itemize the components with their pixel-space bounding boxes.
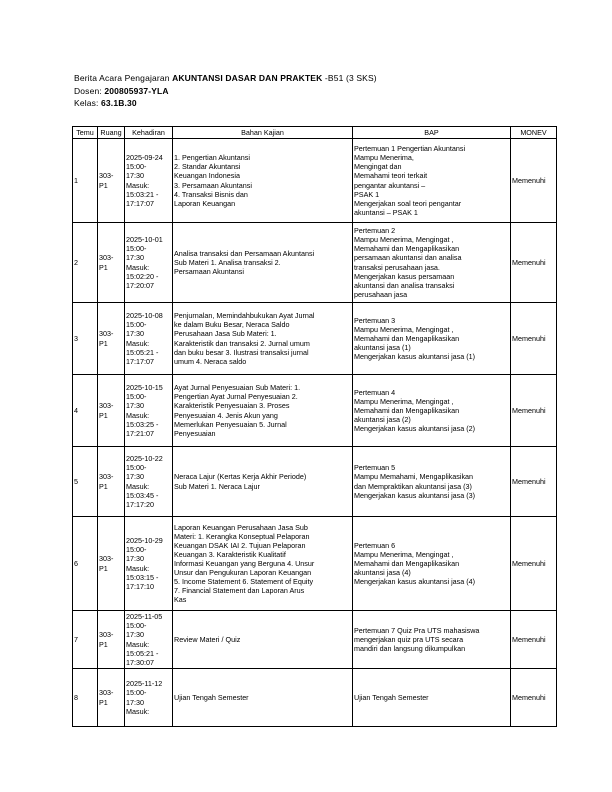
table-row bbox=[73, 375, 557, 447]
cell-temu bbox=[73, 611, 98, 669]
cell-kehadiran-line: 15:02:20 - bbox=[126, 271, 159, 281]
cell-bahan-kajian-line: Karakteristik dan transaksi 2. Jurnal umum bbox=[174, 338, 310, 348]
cell-bahan-kajian bbox=[173, 669, 353, 727]
cell-ruang bbox=[98, 669, 125, 727]
cell-kehadiran-line: 15:00- bbox=[126, 688, 147, 698]
dosen-label: Dosen: bbox=[74, 85, 105, 96]
cell-bap-line: Mengerjakan soal teori pengantar bbox=[354, 198, 462, 208]
cell-kehadiran-line: 17:17:07 bbox=[126, 356, 154, 366]
cell-kehadiran bbox=[125, 669, 173, 727]
table-row bbox=[73, 223, 557, 303]
cell-monev-text: Memenuhi bbox=[512, 634, 546, 644]
bap-table bbox=[72, 126, 557, 727]
cell-monev-text: Memenuhi bbox=[512, 476, 546, 486]
cell-bap-line: akuntansi jasa (4) bbox=[354, 568, 411, 578]
cell-kehadiran-line: 17:30:07 bbox=[126, 657, 154, 667]
cell-bap bbox=[353, 375, 511, 447]
cell-kehadiran-line: 17:17:20 bbox=[126, 499, 154, 509]
cell-ruang-line: P1 bbox=[99, 262, 108, 272]
cell-kehadiran-line: 15:03:21 - bbox=[126, 189, 159, 199]
cell-ruang bbox=[98, 375, 125, 447]
table-row bbox=[73, 303, 557, 375]
cell-monev-text: Memenuhi bbox=[512, 692, 546, 702]
cell-kehadiran-line: 15:05:21 - bbox=[126, 648, 159, 658]
cell-kehadiran-line: 17:30 bbox=[126, 401, 144, 411]
cell-kehadiran-line: Masuk: bbox=[126, 706, 150, 716]
cell-bap-line: Pertemuan 3 bbox=[354, 315, 396, 325]
cell-bahan-kajian-line: 2. Standar Akuntansi bbox=[174, 162, 241, 172]
cell-temu bbox=[73, 139, 98, 223]
cell-temu bbox=[73, 223, 98, 303]
cell-kehadiran-line: 15:00- bbox=[126, 463, 147, 473]
cell-ruang-line: P1 bbox=[99, 563, 108, 573]
cell-kehadiran-line: 17:21:07 bbox=[126, 428, 154, 438]
cell-ruang bbox=[98, 223, 125, 303]
cell-bap-line: Memahami dan Mengaplikasikan bbox=[354, 558, 460, 568]
cell-kehadiran bbox=[125, 611, 173, 669]
cell-kehadiran-line: Masuk: bbox=[126, 563, 150, 573]
cell-monev bbox=[511, 223, 557, 303]
table-row bbox=[73, 517, 557, 611]
table-row bbox=[73, 611, 557, 669]
cell-kehadiran-line: 17:20:07 bbox=[126, 280, 154, 290]
cell-kehadiran bbox=[125, 517, 173, 611]
cell-ruang-line: 303- bbox=[99, 401, 114, 411]
cell-temu bbox=[73, 517, 98, 611]
cell-bap-line: akuntansi – PSAK 1 bbox=[354, 207, 418, 217]
cell-kehadiran-line: Masuk: bbox=[126, 639, 150, 649]
cell-kehadiran-line: 17:30 bbox=[126, 329, 144, 339]
cell-kehadiran-line: 17:30 bbox=[126, 630, 144, 640]
cell-bahan-kajian-line: Persamaan Akuntansi bbox=[174, 267, 244, 277]
cell-bahan-kajian-line: Sub Materi 1. Neraca Lajur bbox=[174, 481, 260, 491]
col-header-monev: MONEV bbox=[511, 127, 557, 139]
cell-bahan-kajian-line: Ayat Jurnal Penyesuaian Sub Materi: 1. bbox=[174, 383, 301, 393]
cell-ruang-line: P1 bbox=[99, 481, 108, 491]
kelas-line bbox=[74, 97, 377, 110]
cell-bap-line: dan Mempraktikan akuntansi jasa (3) bbox=[354, 481, 472, 491]
col-header-kehadiran: Kehadiran bbox=[125, 127, 173, 139]
cell-bahan-kajian-line: Laporan Keuangan Perusahaan Jasa Sub bbox=[174, 522, 308, 532]
cell-temu bbox=[73, 447, 98, 517]
cell-bap-line: Pertemuan 7 Quiz Pra UTS mahasiswa bbox=[354, 625, 480, 635]
cell-kehadiran-line: Masuk: bbox=[126, 481, 150, 491]
cell-bahan-kajian-line: Review Materi / Quiz bbox=[174, 634, 241, 644]
cell-kehadiran-line: 15:05:21 - bbox=[126, 347, 159, 357]
cell-bahan-kajian bbox=[173, 517, 353, 611]
cell-bahan-kajian bbox=[173, 375, 353, 447]
cell-bahan-kajian bbox=[173, 447, 353, 517]
kelas-label: Kelas: bbox=[74, 98, 102, 109]
table-header-row bbox=[73, 127, 557, 139]
cell-bahan-kajian-line: 5. Income Statement 6. Statement of Equity bbox=[174, 577, 314, 587]
cell-kehadiran-line: 2025-09-24 bbox=[126, 153, 163, 163]
cell-ruang bbox=[98, 517, 125, 611]
cell-temu-text: 7 bbox=[74, 634, 78, 644]
cell-kehadiran-line: 2025-11-05 bbox=[126, 612, 163, 622]
cell-bahan-kajian-line: Keuangan Indonesia bbox=[174, 171, 240, 181]
cell-bap-line: Pertemuan 4 bbox=[354, 387, 396, 397]
cell-kehadiran-line: 17:30 bbox=[126, 697, 144, 707]
cell-bap-line: Pertemuan 1 Pengertian Akuntansi bbox=[354, 144, 466, 154]
title-prefix: Berita Acara Pengajaran bbox=[74, 73, 173, 83]
cell-bap-line: Mengerjakan kasus akuntansi jasa (3) bbox=[354, 490, 476, 500]
cell-bap-line: Mampu Menerima, Mengingat , bbox=[354, 396, 454, 406]
cell-bahan-kajian-line: 3. Persamaan Akuntansi bbox=[174, 180, 252, 190]
cell-bap-line: Memahami dan Mengaplikasikan bbox=[354, 244, 460, 254]
cell-temu-text: 8 bbox=[74, 692, 78, 702]
cell-kehadiran-line: 2025-10-08 bbox=[126, 311, 163, 321]
cell-monev bbox=[511, 375, 557, 447]
cell-ruang-line: P1 bbox=[99, 639, 108, 649]
col-header-bap: BAP bbox=[353, 127, 511, 139]
cell-bahan-kajian-line: Laporan Keuangan bbox=[174, 198, 236, 208]
cell-bap-line: Mengerjakan kasus akuntansi jasa (2) bbox=[354, 424, 476, 434]
cell-bahan-kajian-line: Materi: 1. Kerangka Konseptual Pelaporan bbox=[174, 531, 310, 541]
cell-bahan-kajian-line: Pengertian Ayat Jurnal Penyesuaian 2. bbox=[174, 392, 298, 402]
cell-kehadiran-line: 17:17:10 bbox=[126, 581, 154, 591]
col-header-ruang: Ruang bbox=[98, 127, 125, 139]
cell-bahan-kajian-line: Analisa transaksi dan Persamaan Akuntansi bbox=[174, 248, 315, 258]
cell-bap bbox=[353, 303, 511, 375]
cell-kehadiran bbox=[125, 139, 173, 223]
cell-bap bbox=[353, 447, 511, 517]
cell-bahan-kajian-line: Karakteristik Penyesuaian 3. Proses bbox=[174, 401, 290, 411]
cell-bap-line: Memahami dan Mengaplikasikan bbox=[354, 333, 460, 343]
cell-temu-text: 2 bbox=[74, 257, 78, 267]
cell-bap-line: Mampu Memahami, Mengaplikasikan bbox=[354, 472, 474, 482]
cell-bap bbox=[353, 223, 511, 303]
cell-bap-line: Pertemuan 2 bbox=[354, 226, 396, 236]
cell-bahan-kajian-line: Perusahaan Jasa Sub Materi: 1. bbox=[174, 329, 277, 339]
cell-bahan-kajian-line: Penjurnalan, Memindahbukukan Ayat Jurnal bbox=[174, 311, 315, 321]
cell-bap-line: perusahaan jasa bbox=[354, 289, 408, 299]
cell-bap-line: akuntansi jasa (1) bbox=[354, 343, 411, 353]
table-body bbox=[73, 139, 557, 727]
cell-ruang-line: 303- bbox=[99, 630, 114, 640]
cell-kehadiran-line: 15:00- bbox=[126, 162, 147, 172]
cell-bahan-kajian-line: Ujian Tengah Semester bbox=[174, 692, 249, 702]
cell-kehadiran-line: 17:30 bbox=[126, 554, 144, 564]
cell-bap-line: mandiri dan langsung dikumpulkan bbox=[354, 644, 466, 654]
cell-kehadiran-line: 15:03:45 - bbox=[126, 490, 159, 500]
cell-bap-line: Mengerjakan kasus persamaan bbox=[354, 271, 455, 281]
cell-bap-line: Mengerjakan kasus akuntansi jasa (1) bbox=[354, 352, 476, 362]
cell-kehadiran-line: 15:03:15 - bbox=[126, 572, 159, 582]
table-row bbox=[73, 139, 557, 223]
cell-bap-line: pengantar akuntansi – bbox=[354, 180, 426, 190]
cell-bahan-kajian-line: 4. Transaksi Bisnis dan bbox=[174, 189, 248, 199]
cell-kehadiran-line: Masuk: bbox=[126, 338, 150, 348]
cell-bap-line: akuntansi dan analisa transaksi bbox=[354, 280, 455, 290]
cell-kehadiran-line: 2025-11-12 bbox=[126, 679, 163, 689]
cell-kehadiran bbox=[125, 447, 173, 517]
col-header-temu: Temu bbox=[73, 127, 98, 139]
cell-bahan-kajian-line: Unsur dan Pengukuran Laporan Keuangan bbox=[174, 568, 312, 578]
cell-bap bbox=[353, 669, 511, 727]
cell-ruang-line: P1 bbox=[99, 410, 108, 420]
cell-monev bbox=[511, 303, 557, 375]
cell-bahan-kajian-line: Keuangan 3. Karakteristik Kualitatif bbox=[174, 549, 286, 559]
cell-ruang-line: 303- bbox=[99, 329, 114, 339]
cell-kehadiran-line: 15:00- bbox=[126, 392, 147, 402]
cell-kehadiran-line: 17:17:07 bbox=[126, 198, 154, 208]
cell-bap-line: Mengingat dan bbox=[354, 162, 402, 172]
cell-ruang-line: 303- bbox=[99, 253, 114, 263]
cell-kehadiran bbox=[125, 303, 173, 375]
cell-bahan-kajian-line: Memerlukan Penyesuaian 5. Jurnal bbox=[174, 419, 287, 429]
cell-bahan-kajian-line: ke dalam Buku Besar, Neraca Saldo bbox=[174, 320, 290, 330]
cell-bahan-kajian-line: Neraca Lajur (Kertas Kerja Akhir Periode) bbox=[174, 472, 307, 482]
cell-bahan-kajian-line: Kas bbox=[174, 595, 187, 605]
cell-temu-text: 5 bbox=[74, 476, 78, 486]
cell-bahan-kajian bbox=[173, 303, 353, 375]
cell-bap bbox=[353, 517, 511, 611]
cell-bap bbox=[353, 139, 511, 223]
cell-ruang-line: 303- bbox=[99, 688, 114, 698]
cell-bap-line: Mengerjakan kasus akuntansi jasa (4) bbox=[354, 577, 476, 587]
cell-kehadiran-line: 17:30 bbox=[126, 472, 144, 482]
cell-monev-text: Memenuhi bbox=[512, 175, 546, 185]
cell-monev-text: Memenuhi bbox=[512, 405, 546, 415]
cell-bap-line: Pertemuan 5 bbox=[354, 463, 396, 473]
cell-bahan-kajian-line: Penyesuaian bbox=[174, 428, 216, 438]
cell-monev bbox=[511, 611, 557, 669]
cell-bap-line: Mampu Menerima, bbox=[354, 153, 414, 163]
cell-ruang-line: 303- bbox=[99, 554, 114, 564]
cell-kehadiran-line: Masuk: bbox=[126, 410, 150, 420]
cell-monev bbox=[511, 669, 557, 727]
cell-kehadiran-line: 15:00- bbox=[126, 244, 147, 254]
cell-bap-line: mengerjakan quiz pra UTS secara bbox=[354, 634, 464, 644]
cell-bahan-kajian-line: Informasi Keuangan yang Berguna 4. Unsur bbox=[174, 558, 315, 568]
cell-bahan-kajian-line: umum 4. Neraca saldo bbox=[174, 356, 247, 366]
course-name: AKUNTANSI DASAR DAN PRAKTEK bbox=[172, 73, 323, 83]
cell-bahan-kajian-line: 7. Financial Statement dan Laporan Arus bbox=[174, 586, 305, 596]
cell-bahan-kajian bbox=[173, 223, 353, 303]
title-line bbox=[74, 72, 377, 85]
cell-temu-text: 4 bbox=[74, 405, 78, 415]
cell-kehadiran-line: 15:00- bbox=[126, 545, 147, 555]
cell-temu bbox=[73, 669, 98, 727]
cell-kehadiran-line: 2025-10-22 bbox=[126, 454, 163, 464]
cell-ruang bbox=[98, 447, 125, 517]
cell-kehadiran-line: 2025-10-29 bbox=[126, 536, 163, 546]
cell-ruang-line: 303- bbox=[99, 171, 114, 181]
cell-bahan-kajian-line: dan buku besar 3. Ilustrasi transaksi jurnal bbox=[174, 347, 309, 357]
cell-bap-line: persamaan akuntansi dan analisa bbox=[354, 253, 462, 263]
cell-kehadiran-line: 17:30 bbox=[126, 253, 144, 263]
cell-ruang-line: P1 bbox=[99, 180, 108, 190]
cell-ruang-line: P1 bbox=[99, 338, 108, 348]
cell-bahan-kajian-line: 1. Pengertian Akuntansi bbox=[174, 153, 250, 163]
cell-bap-line: Mampu Menerima, Mengingat , bbox=[354, 549, 454, 559]
cell-monev bbox=[511, 517, 557, 611]
table-row bbox=[73, 669, 557, 727]
cell-bahan-kajian bbox=[173, 611, 353, 669]
cell-bap-line: akuntansi jasa (2) bbox=[354, 415, 411, 425]
cell-kehadiran-line: 2025-10-01 bbox=[126, 235, 163, 245]
dosen-line bbox=[74, 85, 377, 98]
cell-temu bbox=[73, 303, 98, 375]
document-header bbox=[74, 72, 377, 110]
cell-bap bbox=[353, 611, 511, 669]
cell-ruang bbox=[98, 303, 125, 375]
cell-bap-line: Pertemuan 6 bbox=[354, 540, 396, 550]
cell-bap-line: Mampu Menerima, Mengingat , bbox=[354, 324, 454, 334]
cell-ruang bbox=[98, 611, 125, 669]
cell-bap-line: Ujian Tengah Semester bbox=[354, 692, 429, 702]
cell-temu-text: 1 bbox=[74, 175, 78, 185]
cell-bap-line: transaksi perusahaan jasa. bbox=[354, 262, 440, 272]
cell-kehadiran-line: 15:00- bbox=[126, 320, 147, 330]
cell-kehadiran-line: 15:03:25 - bbox=[126, 419, 159, 429]
cell-monev-text: Memenuhi bbox=[512, 257, 546, 267]
cell-monev-text: Memenuhi bbox=[512, 333, 546, 343]
cell-ruang-line: 303- bbox=[99, 472, 114, 482]
cell-monev bbox=[511, 447, 557, 517]
cell-kehadiran-line: 17:30 bbox=[126, 171, 144, 181]
title-suffix: -B51 (3 SKS) bbox=[322, 73, 377, 83]
cell-temu-text: 6 bbox=[74, 558, 78, 568]
cell-kehadiran-line: Masuk: bbox=[126, 180, 150, 190]
cell-temu-text: 3 bbox=[74, 333, 78, 343]
cell-monev-text: Memenuhi bbox=[512, 558, 546, 568]
cell-bahan-kajian-line: Keuangan DSAK IAI 2. Tujuan Pelaporan bbox=[174, 540, 306, 550]
cell-bahan-kajian bbox=[173, 139, 353, 223]
cell-kehadiran-line: 2025-10-15 bbox=[126, 383, 163, 393]
cell-kehadiran bbox=[125, 223, 173, 303]
cell-kehadiran bbox=[125, 375, 173, 447]
kelas-value: 63.1B.30 bbox=[101, 98, 137, 109]
cell-ruang bbox=[98, 139, 125, 223]
cell-bahan-kajian-line: Sub Materi 1. Analisa transaksi 2. bbox=[174, 257, 281, 267]
cell-bap-line: PSAK 1 bbox=[354, 189, 380, 199]
cell-ruang-line: P1 bbox=[99, 697, 108, 707]
col-header-bahan-kajian: Bahan Kajian bbox=[173, 127, 353, 139]
cell-monev bbox=[511, 139, 557, 223]
cell-bap-line: Memahami dan Mengaplikasikan bbox=[354, 405, 460, 415]
cell-bahan-kajian-line: Penyesuaian 4. Jenis Akun yang bbox=[174, 410, 278, 420]
cell-kehadiran-line: 15:00- bbox=[126, 621, 147, 631]
dosen-value: 200805937-YLA bbox=[104, 85, 169, 96]
cell-bap-line: Memahami teori terkait bbox=[354, 171, 428, 181]
cell-temu bbox=[73, 375, 98, 447]
table-row bbox=[73, 447, 557, 517]
cell-bap-line: Mampu Menerima, Mengingat , bbox=[354, 235, 454, 245]
cell-kehadiran-line: Masuk: bbox=[126, 262, 150, 272]
